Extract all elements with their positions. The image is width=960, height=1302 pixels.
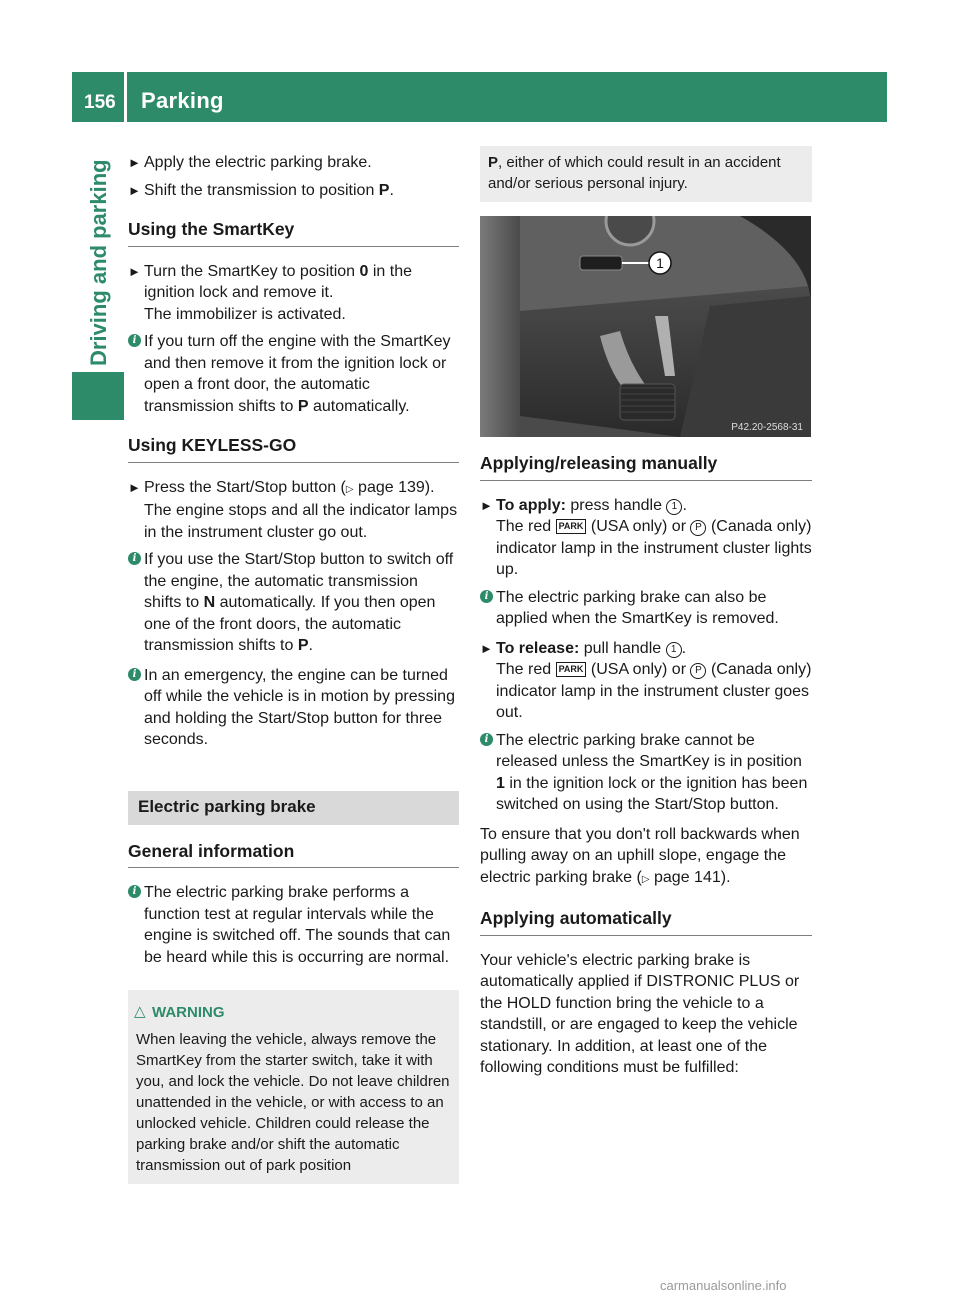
arrow-icon: ►: [128, 155, 141, 170]
arrow-icon: ►: [480, 497, 493, 513]
arrow-icon: ►: [480, 640, 493, 656]
arrow-icon: ►: [128, 479, 141, 495]
heading-keyless-go: Using KEYLESS-GO: [128, 435, 459, 463]
info-icon: i: [128, 885, 141, 898]
warning-triangle-icon: △: [134, 1003, 146, 1020]
p-lamp-icon: P: [690, 663, 706, 679]
note-apply-without-key: i The electric parking brake can also be applied when the SmartKey is removed.: [480, 587, 812, 630]
parking-brake-photo: [480, 216, 811, 437]
header-separator: [124, 72, 127, 122]
photo-callout: 1: [656, 255, 664, 271]
step-keyless: ► Press the Start/Stop button (▷ page 139). The engine stops and all the indicator lamps in the instrument cluster go out.: [128, 478, 458, 541]
page-number: 156: [84, 92, 116, 113]
note-release-condition: i The electric parking brake cannot be released unless the SmartKey is in position 1 in the ignition lock or the ignition has been switched on using the Start/Stop button.: [480, 730, 812, 816]
page-title: Parking: [141, 88, 224, 113]
park-lamp-icon: PARK: [556, 662, 587, 677]
park-lamp-icon: PARK: [556, 519, 587, 534]
note-emergency: i In an emergency, the engine can be turned off while the vehicle is in motion by pressing and holding the Start/Stop button for three seconds.: [128, 665, 459, 751]
heading-applying-releasing: Applying/releasing manually: [480, 453, 812, 481]
step-apply-brake: ► Apply the electric parking brake.: [128, 152, 459, 174]
photo-code: P42.20-2568-31: [731, 422, 803, 433]
heading-smartkey: Using the SmartKey: [128, 219, 459, 247]
step-apply: ► To apply: press handle 1 . The red PARK (USA only) or P (Canada only) indicator lamp in the instrument cluster lights up.: [480, 496, 812, 578]
step-smartkey: ► Turn the SmartKey to position 0 in the ignition lock and remove it. The immobilizer is activated.: [128, 262, 413, 323]
p-lamp-icon: P: [690, 520, 706, 536]
step-shift: ► Shift the transmission to position P.: [128, 180, 459, 202]
heading-general-information: General information: [128, 841, 459, 869]
footwell-illustration: [480, 216, 811, 437]
left-column: [128, 152, 459, 1184]
reference-triangle-icon: ▷: [345, 483, 354, 495]
callout-1-icon: 1: [666, 499, 682, 515]
watermark: carmanualsonline.info: [660, 1278, 787, 1293]
info-icon: i: [480, 733, 493, 746]
note-smartkey: i If you turn off the engine with the SmartKey and then remove it from the ignition lock or open a front door, the automatic transmission shifts to P automatically.: [128, 331, 459, 417]
callout-1-icon: 1: [666, 642, 682, 658]
info-icon: i: [128, 334, 141, 347]
arrow-icon: ►: [128, 182, 141, 198]
info-icon: i: [128, 668, 141, 681]
reference-triangle-icon: ▷: [641, 873, 650, 885]
info-icon: i: [480, 590, 493, 603]
arrow-icon: ►: [128, 263, 141, 279]
section-electric-parking-brake: Electric parking brake: [128, 791, 459, 825]
warning-text: When leaving the vehicle, always remove the SmartKey from the starter switch, take it with you, and lock the vehicle. Do not leave children unattended in the vehicle, or with access to an unlocked vehicle. Children could release the parking brake and/or shift the automatic transmission out of park position: [136, 1031, 450, 1174]
note-function-test: i The electric parking brake performs a function test at regular intervals while the engine is switched off. The sounds that can be heard while this is occurring are normal.: [128, 882, 459, 968]
info-icon: i: [128, 552, 141, 565]
rollback-paragraph: To ensure that you don't roll backwards when pulling away on an uphill slope, engage the electric parking brake (▷ page 141).: [480, 825, 800, 886]
warning-title: △ WARNING: [134, 1003, 225, 1021]
note-keyless-shift: i If you use the Start/Stop button to switch off the engine, the automatic transmission shifts to N automatically. If you then open one of the front doors, the automatic transmission shifts to P.: [128, 549, 459, 657]
auto-paragraph: Your vehicle's electric parking brake is automatically applied if DISTRONIC PLUS or the HOLD function bring the vehicle to a standstill, or are engaged to keep the vehicle stationary. In addition, at least one of the following conditions must be fulfilled:: [480, 951, 800, 1076]
chapter-marker: [72, 372, 124, 420]
warning-box: [128, 990, 459, 1184]
chapter-side-label: Driving and parking: [86, 159, 111, 366]
step-release: ► To release: pull handle 1 . The red PARK (USA only) or P (Canada only) indicator lamp in the instrument cluster goes out.: [480, 639, 812, 721]
heading-applying-automatically: Applying automatically: [480, 908, 812, 936]
warning-continued: P, either of which could result in an accident and/or serious personal injury.: [480, 146, 812, 202]
right-column: [480, 152, 812, 1091]
